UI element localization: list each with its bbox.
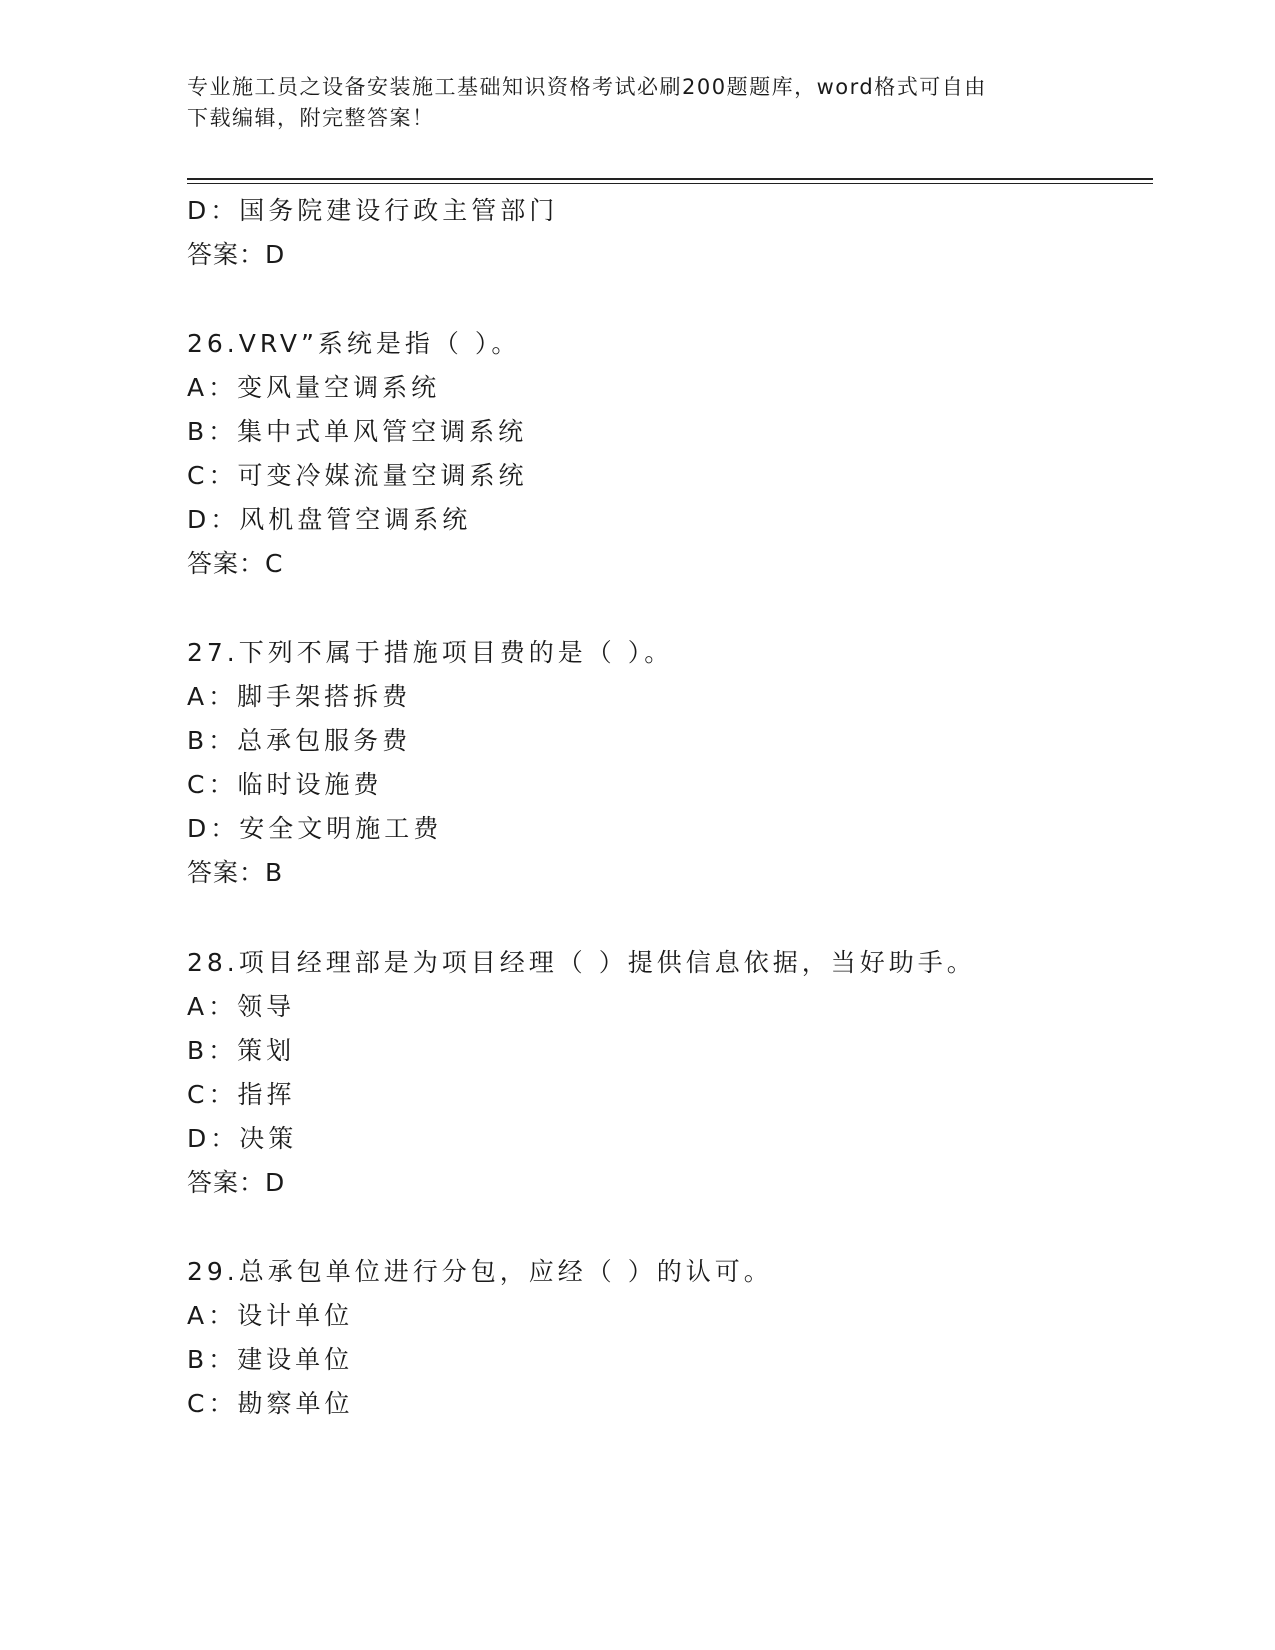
question-26-stem: 26.VRV”系统是指（ ）。: [187, 329, 521, 358]
document-header: [187, 72, 1087, 134]
question-29-option-a: A：设计单位: [187, 1301, 354, 1330]
header-divider: [187, 178, 1153, 184]
question-27-option-b: B：总承包服务费: [187, 726, 412, 755]
question-28-option-c: C：指挥: [187, 1080, 296, 1109]
question-29-option-b: B：建设单位: [187, 1345, 354, 1374]
question-27-option-c: C：临时设施费: [187, 770, 383, 799]
question-26-option-c: C：可变冷媒流量空调系统: [187, 461, 528, 490]
question-28-stem: 28.项目经理部是为项目经理（ ）提供信息依据，当好助手。: [187, 948, 976, 977]
question-29-option-c: C：勘察单位: [187, 1389, 354, 1418]
question-28-option-d: D：决策: [187, 1124, 298, 1153]
question-27-option-a: A：脚手架搭拆费: [187, 682, 412, 711]
question-27-stem: 27.下列不属于措施项目费的是（ ）。: [187, 638, 674, 667]
question-26-option-d: D：风机盘管空调系统: [187, 505, 472, 534]
question-26-answer: 答案：C: [187, 549, 284, 578]
question-29-stem: 29.总承包单位进行分包，应经（ ）的认可。: [187, 1257, 773, 1286]
question-27-answer: 答案：B: [187, 858, 284, 887]
header-title-line-1: 专业施工员之设备安装施工基础知识资格考试必刷200题题库，word格式可自由: [187, 75, 987, 99]
question-27-option-d: D：安全文明施工费: [187, 814, 443, 843]
question-28-option-a: A：领导: [187, 992, 296, 1021]
header-title-line-2: 下载编辑，附完整答案！: [187, 106, 435, 130]
question-26-option-a: A：变风量空调系统: [187, 373, 441, 402]
question-28-option-b: B：策划: [187, 1036, 296, 1065]
prev-option-d: D：国务院建设行政主管部门: [187, 196, 559, 225]
question-26-option-b: B：集中式单风管空调系统: [187, 417, 528, 446]
prev-answer: 答案：D: [187, 240, 286, 269]
question-28-answer: 答案：D: [187, 1168, 286, 1197]
